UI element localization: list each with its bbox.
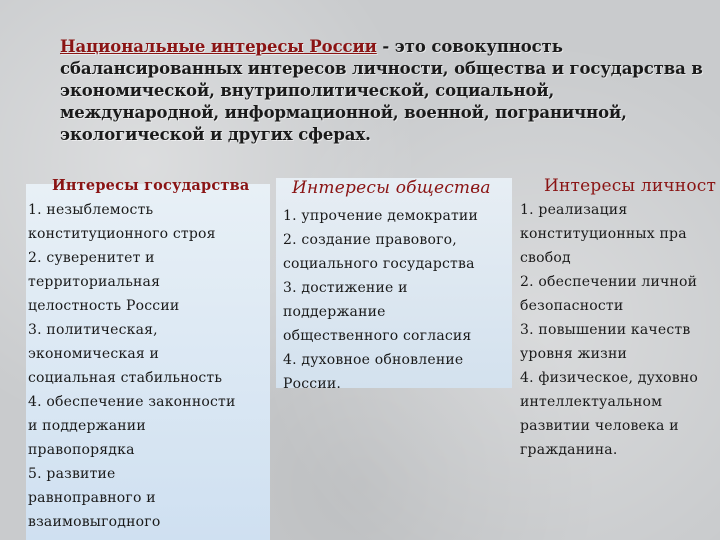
list-item: интеллектуальном: [520, 394, 663, 410]
list-item: 4. обеспечение законности: [28, 394, 236, 410]
heading-line: сбалансированных интересов личности, общества и государства в: [60, 59, 703, 78]
list-item: правопорядка: [28, 442, 135, 458]
person-interests-list: [520, 198, 698, 462]
list-item: 1. незыблемость: [28, 202, 154, 218]
list-item: 2. создание правового,: [283, 232, 457, 248]
list-item: 4. физическое, духовно: [520, 370, 699, 386]
definition-heading: [60, 36, 720, 146]
list-item: 2. обеспечении личной: [520, 274, 698, 290]
list-item: поддержание: [283, 304, 386, 320]
list-item: социального государства: [283, 256, 475, 272]
heading-line: экологической и других сферах.: [60, 125, 371, 144]
person-interests-column: [516, 174, 720, 540]
list-item: территориальная: [28, 274, 161, 290]
society-interests-title: Интересы общества: [292, 178, 491, 198]
list-item: общественного согласия: [283, 328, 472, 344]
list-item: взаимовыгодного: [28, 514, 161, 530]
list-item: 1. упрочение демократии: [283, 208, 478, 224]
state-interests-list: [28, 198, 236, 534]
heading-line-1: [60, 36, 720, 58]
list-item: гражданина.: [520, 442, 618, 458]
state-interests-title: Интересы государства: [52, 177, 250, 194]
list-item: уровня жизни: [520, 346, 628, 362]
society-interests-list: [283, 204, 478, 396]
list-item: целостность России: [28, 298, 180, 314]
list-item: экономическая и: [28, 346, 160, 362]
person-interests-title: Интересы личност: [544, 176, 717, 196]
list-item: социальная стабильность: [28, 370, 223, 386]
list-item: 3. достижение и: [283, 280, 408, 296]
list-item: свобод: [520, 250, 571, 266]
list-item: 2. суверенитет и: [28, 250, 155, 266]
heading-line-1-rest: - это совокупность: [376, 37, 563, 56]
list-item: развитии человека и: [520, 418, 679, 434]
society-interests-column: [276, 174, 512, 540]
list-item: 4. духовное обновление: [283, 352, 464, 368]
list-item: конституционных пра: [520, 226, 687, 242]
list-item: 3. политическая,: [28, 322, 158, 338]
list-item: 1. реализация: [520, 202, 628, 218]
state-interests-column: [26, 174, 270, 540]
list-item: 5. развитие: [28, 466, 116, 482]
list-item: России.: [283, 376, 342, 392]
list-item: равноправного и: [28, 490, 156, 506]
heading-line: международной, информационной, военной, пограничной,: [60, 103, 627, 122]
heading-lead-term: Национальные интересы России: [60, 37, 377, 56]
list-item: конституционного строя: [28, 226, 216, 242]
list-item: 3. повышении качеств: [520, 322, 691, 338]
list-item: и поддержании: [28, 418, 146, 434]
list-item: безопасности: [520, 298, 624, 314]
heading-line: экономической, внутриполитической, социальной,: [60, 81, 555, 100]
